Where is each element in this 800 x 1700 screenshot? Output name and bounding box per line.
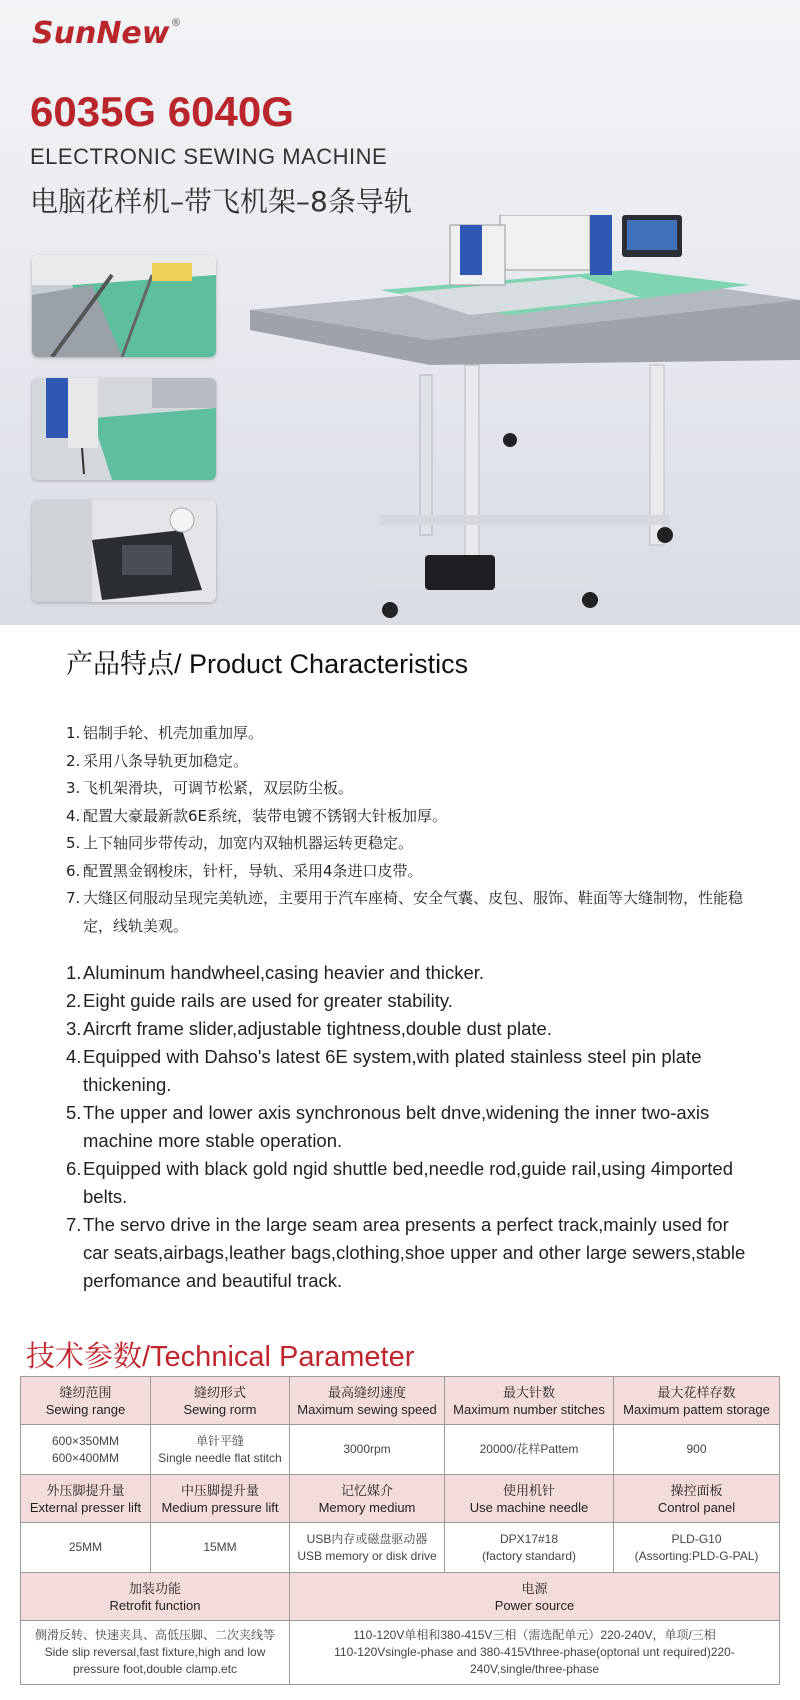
guide-rail-detail-photo: [32, 255, 216, 357]
table-row: [21, 1523, 780, 1573]
item-number: 2.: [66, 751, 81, 770]
value-cell: PLD-G10 (Assorting:PLD-G-PAL): [614, 1523, 780, 1573]
subtitle-chinese: 电脑花样机–带飞机架–8条导轨: [30, 185, 412, 218]
item-text: Equipped with black gold ngid shuttle bed,needle rod,guide rail,using 4imported belts.: [83, 1158, 733, 1207]
item-number: 3.: [66, 779, 81, 797]
table-header-row: [21, 1573, 780, 1621]
value-cell: 110-120V单相和380-415V三相（需选配单元）220-240V，单项/三相 110-120Vsingle-phase and 380-415Vthree-phase(optonal unt required)220-240V,single/three-phase: [290, 1621, 780, 1685]
item-text: 采用八条导轨更加稳定。: [83, 751, 249, 770]
item-text: The upper and lower axis synchronous belt dnve,widening the inner two-axis machine more stable operation.: [83, 1102, 710, 1151]
item-number: 5.: [66, 834, 81, 852]
item-text: Equipped with Dahso's latest 6E system,with plated stainless steel pin plate thickening.: [83, 1046, 702, 1095]
header-cell: 电源 Power source: [290, 1573, 780, 1621]
list-item: [66, 1015, 746, 1043]
table-header-row: [21, 1377, 780, 1425]
registered-mark: ®: [170, 16, 182, 29]
table-row: [21, 1621, 780, 1685]
characteristics-title: 产品特点/ Product Characteristics: [66, 649, 469, 679]
list-item: [66, 720, 766, 748]
value-cell: DPX17#18 (factory standard): [445, 1523, 614, 1573]
list-item: [66, 748, 766, 776]
item-number: 7.: [66, 889, 81, 907]
value-cell: USB内存或磁盘驱动器 USB memory or disk drive: [290, 1523, 445, 1573]
list-item: [66, 1155, 746, 1211]
item-text: 配置黑金钢梭床，针杆，导轨、采用4条进口皮带。: [83, 861, 423, 880]
list-item: [66, 959, 746, 987]
value-cell: 20000/花样Pattem: [445, 1425, 614, 1475]
shuttle-bed-detail-photo: [32, 500, 216, 602]
list-item: [66, 803, 766, 831]
item-text: The servo drive in the large seam area presents a perfect track,mainly used for car seats,airbags,leather bags,clothing,shoe upper and other large sewers,stable perfomance and beautiful track.: [83, 1214, 746, 1291]
sewing-machine-photo: [250, 215, 800, 625]
item-text: Aluminum handwheel,casing heavier and thicker.: [83, 962, 485, 983]
header-cell: 中压脚提升量 Medium pressure lift: [151, 1475, 290, 1523]
item-number: 3.: [66, 1018, 82, 1039]
header-cell: 操控面板 Control panel: [614, 1475, 780, 1523]
list-item: [66, 987, 746, 1015]
header-cell: 最高缝纫速度 Maximum sewing speed: [290, 1377, 445, 1425]
header-cell: 使用机针 Use machine needle: [445, 1475, 614, 1523]
model-title: 6035G 6040G: [30, 88, 294, 135]
item-number: 6.: [66, 1158, 82, 1179]
needle-head-detail-photo: [32, 378, 216, 480]
list-item: [66, 1099, 746, 1155]
table-row: [21, 1425, 780, 1475]
item-text: 飞机架滑块，可调节松紧，双层防尘板。: [83, 779, 354, 797]
item-number: 1.: [66, 724, 81, 742]
item-number: 5.: [66, 1102, 82, 1123]
item-text: 配置大豪最新款6E系统，装带电镀不锈钢大针板加厚。: [83, 806, 448, 825]
logo-text: SunNew: [32, 16, 170, 51]
header-cell: 缝纫形式 Sewing rorm: [151, 1377, 290, 1425]
value-cell: 单针平缝 Single needle flat stitch: [151, 1425, 290, 1475]
brand-logo: [32, 16, 182, 51]
item-number: 1.: [66, 962, 82, 983]
header-cell: 最大针数 Maximum number stitches: [445, 1377, 614, 1425]
hero-banner: [0, 0, 800, 625]
item-number: 2.: [66, 990, 82, 1011]
header-cell: 最大花样存数 Maximum pattem storage: [614, 1377, 780, 1425]
item-number: 7.: [66, 1214, 82, 1235]
item-text: Eight guide rails are used for greater stability.: [83, 990, 453, 1011]
header-cell: 加装功能 Retrofit function: [21, 1573, 290, 1621]
value-cell: 900: [614, 1425, 780, 1475]
value-cell: 3000rpm: [290, 1425, 445, 1475]
characteristics-list-english: [66, 959, 746, 1295]
item-text: 大缝区伺服动呈现完美轨迹，主要用于汽车座椅、安全气囊、皮包、服饰、鞋面等大缝制物，性能稳定，线轨美观。: [83, 889, 744, 935]
header-cell: 外压脚提升量 External presser lift: [21, 1475, 151, 1523]
item-number: 4.: [66, 1046, 82, 1067]
characteristics-list-chinese: [66, 720, 766, 940]
subtitle-english: ELECTRONIC SEWING MACHINE: [30, 144, 388, 169]
value-cell: 25MM: [21, 1523, 151, 1573]
header-cell: 缝纫范围 Sewing range: [21, 1377, 151, 1425]
item-text: Aircrft frame slider,adjustable tightness,double dust plate.: [83, 1018, 552, 1039]
header-cell: 记忆媒介 Memory medium: [290, 1475, 445, 1523]
list-item: [66, 1211, 746, 1295]
list-item: [66, 830, 766, 858]
item-number: 4.: [66, 806, 81, 825]
item-number: 6.: [66, 861, 81, 880]
value-cell: 600×350MM 600×400MM: [21, 1425, 151, 1475]
tech-parameter-title: 技术参数/Technical Parameter: [26, 1341, 415, 1373]
item-text: 上下轴同步带传动，加宽内双轴机器运转更稳定。: [83, 834, 414, 852]
tech-parameter-table: [20, 1376, 780, 1685]
value-cell: 15MM: [151, 1523, 290, 1573]
list-item: [66, 858, 766, 886]
table-header-row: [21, 1475, 780, 1523]
list-item: [66, 775, 766, 803]
item-text: 铝制手轮、机壳加重加厚。: [83, 724, 264, 742]
value-cell: 侧滑反转、快速夹具、高低压脚、二次夹线等 Side slip reversal,fast fixture,high and low pressure foot,double clamp.etc: [21, 1621, 290, 1685]
list-item: [66, 885, 766, 940]
list-item: [66, 1043, 746, 1099]
